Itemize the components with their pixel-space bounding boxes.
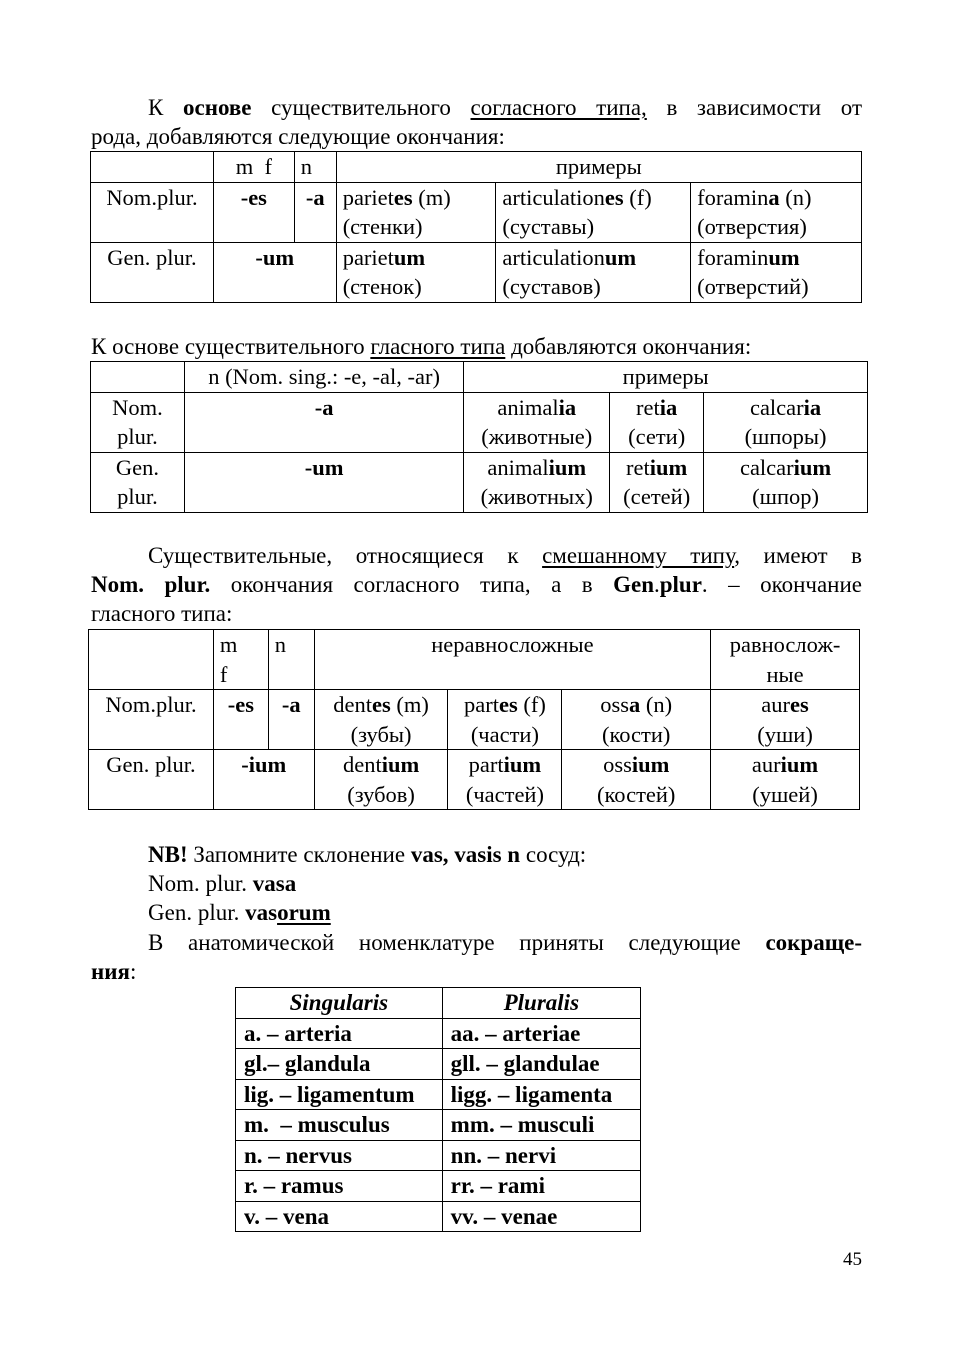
vowel-type-table [90,361,868,513]
header-unequal-syllable: неравносложные [314,630,710,690]
abbr-plural: vv. – venae [442,1201,640,1232]
abbr-singular: n. – nervus [236,1140,443,1171]
intro1-line1: К основе существительного согласного типа, в зависимости от [148,95,862,120]
nb-gen-plur: Gen. plur. vasorum [148,900,331,925]
example-cell: dentium (зубов) [314,750,448,810]
ending-n: -a [294,182,336,242]
row-label-gen-plur: Gen. plur. [91,242,214,302]
abbr-plural: ligg. – ligamenta [442,1079,640,1110]
abbr-plural: gll. – glandulae [442,1049,640,1080]
example-cell: aurium (ушей) [711,750,860,810]
abbr-singular: gl.– glandula [236,1049,443,1080]
abbr-singular: lig. – ligamentum [236,1079,443,1110]
nb-nom-plur: Nom. plur. vasa [148,871,297,896]
abbr-plural: mm. – musculi [442,1110,640,1141]
example-cell: ossa (n) (кости) [562,690,711,750]
header-n: n [268,630,314,690]
abbr-plural: rr. – rami [442,1171,640,1202]
abbr-intro-line2: ния: [91,959,137,984]
example-cell: ossium (костей) [562,750,711,810]
table-row [236,1049,641,1080]
mixed-type-table [88,629,860,810]
example-cell: aures (уши) [711,690,860,750]
table-row [236,1171,641,1202]
ending-n: -a [268,690,314,750]
abbr-singular: m. – musculus [236,1110,443,1141]
header-examples: примеры [464,362,868,393]
intro3-line2: Nom. plur. окончания согласного типа, а в Gen.plur. – окончание [91,572,863,597]
header-singularis: Singularis [236,988,443,1019]
consonant-type-table [90,151,862,303]
ending-gen: -um [213,242,336,302]
header-examples: примеры [336,152,861,183]
row-label-nom-plur: Nom. plur. [91,392,185,452]
header-pluralis: Pluralis [442,988,640,1019]
nb-line: NB! Запомните склонение vas, vasis n сосуд: [148,842,587,867]
row-label-gen-plur: Gen. plur. [91,452,185,512]
header-n: n (Nom. sing.: -e, -al, -ar) [184,362,463,393]
row-label-gen-plur: Gen. plur. [89,750,214,810]
abbr-plural: aa. – arteriae [442,1018,640,1049]
abbreviations-table [235,987,641,1232]
ending-mf: -es [213,690,268,750]
example-cell: animalium (животных) [464,452,610,512]
row-label-nom-plur: Nom.plur. [89,690,214,750]
abbr-singular: v. – vena [236,1201,443,1232]
example-cell: partes (f) (части) [448,690,562,750]
abbr-plural: nn. – nervi [442,1140,640,1171]
abbr-intro-line1: В анатомической номенклатуре приняты следующие сокраще- [148,930,862,955]
example-cell: articulationes (f) (суставы) [496,182,691,242]
header-mf: m f [213,630,268,690]
intro2: К основе существительного гласного типа добавляются окончания: [91,334,752,359]
table-row [236,1110,641,1141]
example-cell: retia (сети) [610,392,704,452]
header-n: n [294,152,336,183]
intro1-line2: рода, добавляются следующие окончания: [91,124,505,149]
example-cell: dentes (m) (зубы) [314,690,448,750]
example-cell: retium (сетей) [610,452,704,512]
intro3-line1: Существительные, относящиеся к смешанному типу, имеют в [148,543,862,568]
page-number: 45 [843,1249,862,1270]
row-label-nom-plur: Nom.plur. [91,182,214,242]
intro3-line3: гласного типа: [91,601,233,626]
abbr-singular: r. – ramus [236,1171,443,1202]
example-cell: parietes (m) (стенки) [336,182,496,242]
example-cell: foramina (n) (отверстия) [691,182,862,242]
ending-gen: -ium [213,750,314,810]
example-cell: parietum (стенок) [336,242,496,302]
table-row [236,1079,641,1110]
example-cell: partium (частей) [448,750,562,810]
header-mf: m f [213,152,294,183]
example-cell: animalia (животные) [464,392,610,452]
table-row [236,1018,641,1049]
abbr-singular: a. – arteria [236,1018,443,1049]
table-row [236,1140,641,1171]
table-row [236,1201,641,1232]
ending-mf: -es [213,182,294,242]
example-cell: foraminum (отверстий) [691,242,862,302]
example-cell: calcarium (шпор) [704,452,868,512]
example-cell: calcaria (шпоры) [704,392,868,452]
example-cell: articulationum (суставов) [496,242,691,302]
header-equal-syllable: равнослож- ные [711,630,860,690]
ending-nom: -a [184,392,463,452]
ending-gen: -um [184,452,463,512]
